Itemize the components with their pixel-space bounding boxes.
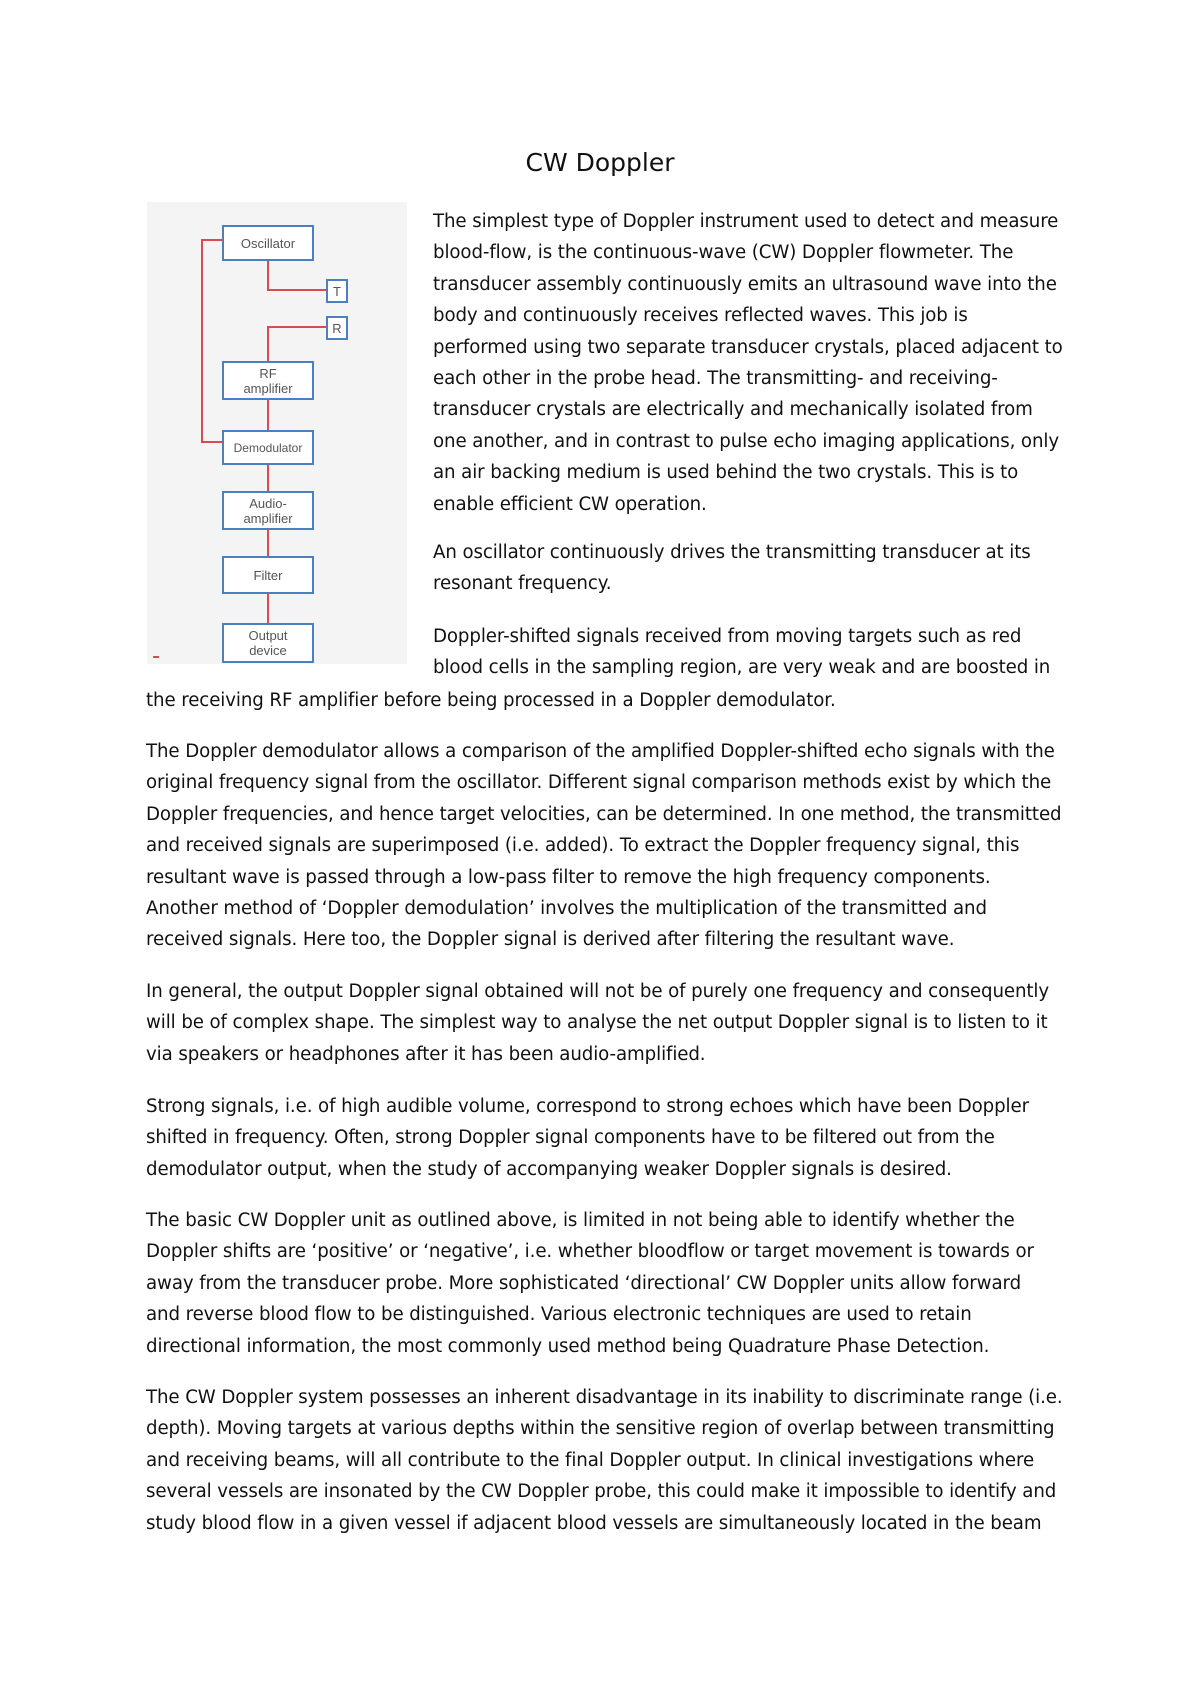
text-line: blood-flow, is the continuous-wave (CW) Doppler flowmeter. The — [433, 242, 1014, 264]
paragraph-range-limitation — [146, 1382, 1063, 1539]
text-line: away from the transducer probe. More sophisticated ‘directional’ CW Doppler units allow forward — [146, 1272, 1022, 1294]
text-line: depth). Moving targets at various depths within the sensitive region of overlap between transmitting — [146, 1418, 1055, 1440]
text-line: The simplest type of Doppler instrument used to detect and measure — [433, 211, 1059, 232]
page-title: CW Doppler — [525, 148, 675, 177]
paragraph-demodulator — [146, 736, 1061, 956]
paragraph-doppler-shifted — [433, 621, 1050, 684]
text-line: The Doppler demodulator allows a comparison of the amplified Doppler-shifted echo signals with the — [146, 741, 1055, 762]
rf-amplifier-label-line2: amplifier — [243, 381, 293, 396]
paragraph-output-signal — [146, 976, 1049, 1070]
text-line: blood cells in the sampling region, are very weak and are boosted in — [433, 657, 1051, 679]
t-label: T — [333, 284, 341, 299]
oscillator-to-demodulator-line — [202, 240, 223, 442]
output-device-label-line2: device — [249, 643, 287, 658]
text-line: original frequency signal from the oscillator. Different signal comparison methods exist by which the — [146, 772, 1052, 794]
text-line: The CW Doppler system possesses an inherent disadvantage in its inability to discriminate range (i.e. — [146, 1387, 1063, 1408]
paragraph-intro — [433, 206, 1063, 520]
paragraph-directional — [146, 1205, 1034, 1362]
oscillator-label: Oscillator — [240, 236, 296, 251]
r-to-rf-amplifier-line — [268, 327, 327, 362]
text-line: via speakers or headphones after it has been audio-amplified. — [146, 1043, 706, 1065]
text-line: Doppler frequencies, and hence target velocities, can be determined. In one method, the transmitted — [146, 803, 1062, 825]
text-line: performed using two separate transducer crystals, placed adjacent to — [433, 336, 1063, 358]
text-line: enable efficient CW operation. — [433, 493, 707, 515]
text-line: In general, the output Doppler signal obtained will not be of purely one frequency and consequently — [146, 981, 1050, 1002]
filter-label: Filter — [253, 568, 283, 583]
text-line: directional information, the most commonly used method being Quadrature Phase Detection. — [146, 1335, 990, 1357]
output-device-label-line1: Output — [248, 628, 288, 643]
text-line: Doppler shifts are ‘positive’ or ‘negative’, i.e. whether bloodflow or target movement is towards or — [146, 1241, 1034, 1263]
text-line: shifted in frequency. Often, strong Doppler signal components have to be filtered out from the — [146, 1127, 995, 1149]
oscillator-to-t-line — [268, 260, 327, 290]
text-line: several vessels are insonated by the CW Doppler probe, this could make it impossible to identify and — [146, 1481, 1057, 1503]
text-line: transducer assembly continuously emits an ultrasound wave into the — [433, 273, 1057, 295]
audio-amplifier-label-line1: Audio- — [249, 496, 287, 511]
text-line: one another, and in contrast to pulse echo imaging applications, only — [433, 430, 1060, 452]
text-line: and received signals are superimposed (i.e. added). To extract the Doppler frequency signal, this — [146, 835, 1020, 857]
text-line: transducer crystals are electrically and mechanically isolated from — [433, 399, 1033, 421]
text-line: Strong signals, i.e. of high audible volume, correspond to strong echoes which have been Doppler — [146, 1096, 1029, 1117]
text-line: and receiving beams, will all contribute to the final Doppler output. In clinical investigations where — [146, 1449, 1035, 1471]
text-line: The basic CW Doppler unit as outlined above, is limited in not being able to identify whether the — [146, 1210, 1015, 1231]
r-label: R — [332, 321, 342, 336]
text-line: body and continuously receives reflected waves. This job is — [433, 305, 968, 327]
text-line: Another method of ‘Doppler demodulation’ involves the multiplication of the transmitted and — [146, 897, 987, 919]
text-line: and reverse blood flow to be distinguished. Various electronic techniques are used to retain — [146, 1304, 972, 1326]
text-line: received signals. Here too, the Doppler signal is derived after filtering the resultant wave. — [146, 929, 955, 951]
audio-amplifier-label-line2: amplifier — [243, 511, 293, 526]
paragraph-oscillator — [433, 537, 1031, 600]
text-line: study blood flow in a given vessel if adjacent blood vessels are simultaneously located in the beam — [146, 1512, 1042, 1534]
text-line: resultant wave is passed through a low-pass filter to remove the high frequency components. — [146, 866, 991, 888]
paragraph-strong-signals — [146, 1091, 1029, 1185]
text-line: demodulator output, when the study of accompanying weaker Doppler signals is desired. — [146, 1158, 952, 1180]
paragraph-doppler-shifted-continued — [146, 685, 836, 716]
text-line: resonant frequency. — [433, 573, 612, 595]
demodulator-label: Demodulator — [233, 441, 303, 455]
text-line: Doppler-shifted signals received from moving targets such as red — [433, 626, 1022, 647]
text-line: will be of complex shape. The simplest way to analyse the net output Doppler signal is to listen to it — [146, 1012, 1048, 1034]
cw-doppler-block-diagram — [147, 202, 407, 664]
text-line: each other in the probe head. The transmitting- and receiving- — [433, 367, 998, 389]
text-line: an air backing medium is used behind the two crystals. This is to — [433, 462, 1019, 484]
rf-amplifier-label-line1: RF — [259, 366, 277, 381]
text-line: the receiving RF amplifier before being processed in a Doppler demodulator. — [146, 690, 836, 711]
text-line: An oscillator continuously drives the transmitting transducer at its — [433, 542, 1031, 563]
